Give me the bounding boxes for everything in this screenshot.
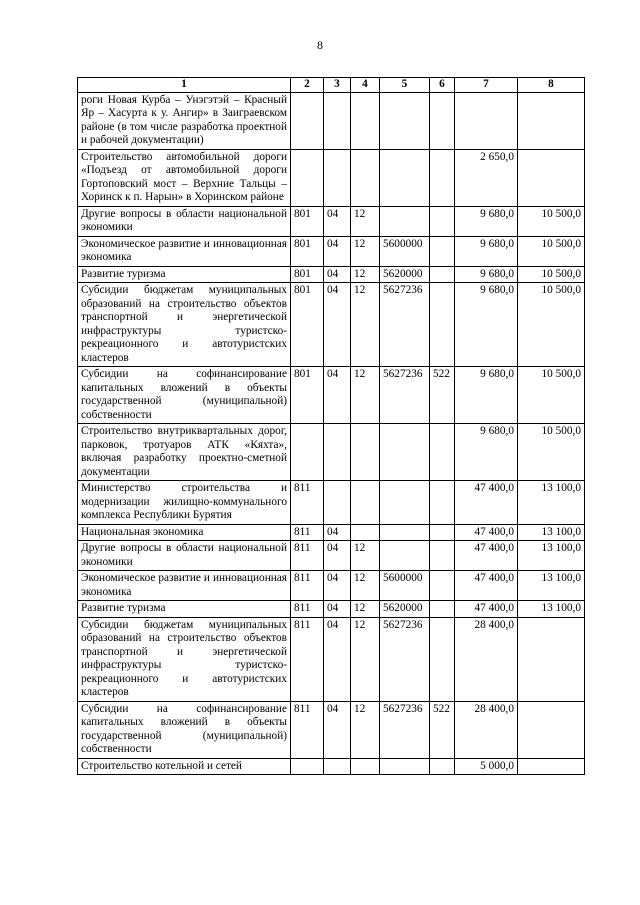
cell-ministry-code: 801: [291, 266, 324, 283]
cell-ministry-code: 801: [291, 367, 324, 424]
cell-section-code: [324, 424, 351, 481]
cell-section-code: 04: [324, 236, 351, 266]
cell-target-article-code: 5627236: [380, 367, 430, 424]
cell-subsection-code: 12: [351, 266, 380, 283]
cell-subsection-code: 12: [351, 571, 380, 601]
cell-ministry-code: 811: [291, 524, 324, 541]
cell-target-article-code: 5620000: [380, 601, 430, 618]
budget-table: [77, 77, 585, 775]
cell-amount-year-2: 10 500,0: [518, 283, 585, 367]
cell-expense-type-code: [430, 571, 455, 601]
cell-name: Другие вопросы в области национальной экономики: [78, 541, 291, 571]
cell-ministry-code: 801: [291, 283, 324, 367]
header-col-4: 4: [351, 78, 380, 93]
cell-target-article-code: [380, 524, 430, 541]
cell-amount-year-2: [518, 758, 585, 775]
cell-target-article-code: 5600000: [380, 236, 430, 266]
cell-amount-year-1: 9 680,0: [455, 236, 518, 266]
cell-subsection-code: 12: [351, 617, 380, 701]
table-row: [78, 758, 585, 775]
cell-amount-year-1: 5 000,0: [455, 758, 518, 775]
cell-expense-type-code: [430, 541, 455, 571]
cell-section-code: 04: [324, 571, 351, 601]
cell-amount-year-1: 47 400,0: [455, 571, 518, 601]
cell-ministry-code: 811: [291, 617, 324, 701]
table-row: [78, 206, 585, 236]
table-row: [78, 571, 585, 601]
cell-amount-year-1: 9 680,0: [455, 206, 518, 236]
cell-expense-type-code: [430, 266, 455, 283]
table-row: [78, 149, 585, 206]
cell-ministry-code: 811: [291, 601, 324, 618]
cell-amount-year-2: 13 100,0: [518, 524, 585, 541]
cell-expense-type-code: [430, 601, 455, 618]
cell-target-article-code: [380, 206, 430, 236]
cell-amount-year-1: 28 400,0: [455, 617, 518, 701]
cell-amount-year-2: [518, 617, 585, 701]
cell-expense-type-code: [430, 236, 455, 266]
table-header: [78, 78, 585, 93]
cell-expense-type-code: 522: [430, 701, 455, 758]
cell-expense-type-code: [430, 481, 455, 525]
cell-amount-year-1: [455, 92, 518, 149]
cell-subsection-code: 12: [351, 283, 380, 367]
cell-target-article-code: 5627236: [380, 283, 430, 367]
cell-amount-year-2: 13 100,0: [518, 541, 585, 571]
cell-expense-type-code: 522: [430, 367, 455, 424]
cell-subsection-code: [351, 524, 380, 541]
cell-subsection-code: 12: [351, 601, 380, 618]
cell-target-article-code: [380, 541, 430, 571]
cell-ministry-code: 811: [291, 481, 324, 525]
cell-section-code: 04: [324, 524, 351, 541]
cell-section-code: 04: [324, 266, 351, 283]
cell-ministry-code: 801: [291, 236, 324, 266]
cell-expense-type-code: [430, 424, 455, 481]
cell-section-code: 04: [324, 206, 351, 236]
cell-section-code: 04: [324, 601, 351, 618]
header-col-3: 3: [324, 78, 351, 93]
cell-name: Национальная экономика: [78, 524, 291, 541]
header-col-2: 2: [291, 78, 324, 93]
cell-expense-type-code: [430, 758, 455, 775]
cell-amount-year-2: [518, 149, 585, 206]
cell-subsection-code: 12: [351, 541, 380, 571]
cell-target-article-code: 5600000: [380, 571, 430, 601]
table-row: [78, 424, 585, 481]
header-col-8: 8: [518, 78, 585, 93]
cell-section-code: 04: [324, 367, 351, 424]
cell-ministry-code: [291, 92, 324, 149]
cell-ministry-code: [291, 758, 324, 775]
cell-expense-type-code: [430, 149, 455, 206]
cell-amount-year-1: 47 400,0: [455, 524, 518, 541]
cell-subsection-code: 12: [351, 206, 380, 236]
cell-section-code: [324, 149, 351, 206]
table-row: [78, 283, 585, 367]
table-row: [78, 92, 585, 149]
table-row: [78, 601, 585, 618]
cell-amount-year-1: 9 680,0: [455, 283, 518, 367]
cell-expense-type-code: [430, 617, 455, 701]
cell-name: Субсидии бюджетам муниципальных образований на строительство объектов транспортной и энергетической инфраструктуры туристско-рекреационного и автотуристских кластеров: [78, 283, 291, 367]
cell-subsection-code: 12: [351, 701, 380, 758]
cell-name: Субсидии на софинансирование капитальных вложений в объекты государственной (муниципальной) собственности: [78, 367, 291, 424]
cell-target-article-code: 5627236: [380, 617, 430, 701]
cell-subsection-code: 12: [351, 367, 380, 424]
table-row: [78, 541, 585, 571]
cell-amount-year-1: 28 400,0: [455, 701, 518, 758]
header-col-7: 7: [455, 78, 518, 93]
table-row: [78, 266, 585, 283]
page-number: 8: [317, 38, 323, 52]
header-col-6: 6: [430, 78, 455, 93]
cell-target-article-code: [380, 758, 430, 775]
cell-amount-year-2: 10 500,0: [518, 206, 585, 236]
cell-target-article-code: [380, 92, 430, 149]
cell-name: Развитие туризма: [78, 601, 291, 618]
cell-name: Субсидии на софинансирование капитальных вложений в объекты государственной (муниципальной) собственности: [78, 701, 291, 758]
cell-ministry-code: [291, 149, 324, 206]
table-row: [78, 524, 585, 541]
cell-name: Министерство строительства и модернизации жилищно-коммунального комплекса Республики Бурятия: [78, 481, 291, 525]
cell-amount-year-1: 47 400,0: [455, 601, 518, 618]
cell-target-article-code: 5620000: [380, 266, 430, 283]
cell-subsection-code: 12: [351, 236, 380, 266]
cell-section-code: [324, 92, 351, 149]
cell-expense-type-code: [430, 283, 455, 367]
cell-name: Другие вопросы в области национальной экономики: [78, 206, 291, 236]
cell-amount-year-1: 2 650,0: [455, 149, 518, 206]
table-row: [78, 367, 585, 424]
cell-subsection-code: [351, 424, 380, 481]
cell-section-code: 04: [324, 617, 351, 701]
cell-name: Строительство котельной и сетей: [78, 758, 291, 775]
cell-expense-type-code: [430, 524, 455, 541]
cell-name: Экономическое развитие и инновационная экономика: [78, 236, 291, 266]
cell-ministry-code: 811: [291, 571, 324, 601]
cell-amount-year-2: [518, 92, 585, 149]
cell-name: Строительство автомобильной дороги «Подъезд от автомобильной дороги Гортоповский мост – Верхние Тальцы – Хоринск к п. Нарын» в Хоринском районе: [78, 149, 291, 206]
cell-expense-type-code: [430, 206, 455, 236]
header-col-1: 1: [78, 78, 291, 93]
cell-subsection-code: [351, 758, 380, 775]
cell-name: роги Новая Курба – Унэгэтэй – Красный Яр – Хасурта к у. Ангир» в Заиграевском районе (в том числе разработка проектной и рабочей документации): [78, 92, 291, 149]
cell-target-article-code: [380, 149, 430, 206]
cell-amount-year-2: 13 100,0: [518, 481, 585, 525]
header-row: [78, 78, 585, 93]
cell-amount-year-1: 9 680,0: [455, 367, 518, 424]
cell-target-article-code: 5627236: [380, 701, 430, 758]
cell-amount-year-2: 10 500,0: [518, 367, 585, 424]
cell-section-code: [324, 758, 351, 775]
cell-ministry-code: [291, 424, 324, 481]
header-col-5: 5: [380, 78, 430, 93]
cell-section-code: 04: [324, 541, 351, 571]
cell-subsection-code: [351, 481, 380, 525]
table-body: [78, 92, 585, 775]
cell-amount-year-2: 10 500,0: [518, 236, 585, 266]
cell-name: Развитие туризма: [78, 266, 291, 283]
cell-subsection-code: [351, 149, 380, 206]
cell-amount-year-1: 47 400,0: [455, 541, 518, 571]
cell-ministry-code: 811: [291, 701, 324, 758]
cell-name: Экономическое развитие и инновационная экономика: [78, 571, 291, 601]
cell-section-code: 04: [324, 283, 351, 367]
cell-amount-year-2: 10 500,0: [518, 266, 585, 283]
cell-amount-year-2: 10 500,0: [518, 424, 585, 481]
cell-amount-year-2: 13 100,0: [518, 601, 585, 618]
cell-amount-year-2: 13 100,0: [518, 571, 585, 601]
cell-expense-type-code: [430, 92, 455, 149]
cell-section-code: [324, 481, 351, 525]
table-row: [78, 617, 585, 701]
cell-target-article-code: [380, 424, 430, 481]
cell-amount-year-1: 9 680,0: [455, 424, 518, 481]
table-row: [78, 236, 585, 266]
cell-name: Строительство внутриквартальных дорог, парковок, тротуаров АТК «Кяхта», включая разработку проектно-сметной документации: [78, 424, 291, 481]
cell-amount-year-2: [518, 701, 585, 758]
cell-section-code: 04: [324, 701, 351, 758]
cell-amount-year-1: 47 400,0: [455, 481, 518, 525]
table-row: [78, 701, 585, 758]
cell-ministry-code: 801: [291, 206, 324, 236]
cell-name: Субсидии бюджетам муниципальных образований на строительство объектов транспортной и энергетической инфраструктуры туристско-рекреационного и автотуристских кластеров: [78, 617, 291, 701]
cell-subsection-code: [351, 92, 380, 149]
cell-ministry-code: 811: [291, 541, 324, 571]
cell-target-article-code: [380, 481, 430, 525]
cell-amount-year-1: 9 680,0: [455, 266, 518, 283]
table-row: [78, 481, 585, 525]
